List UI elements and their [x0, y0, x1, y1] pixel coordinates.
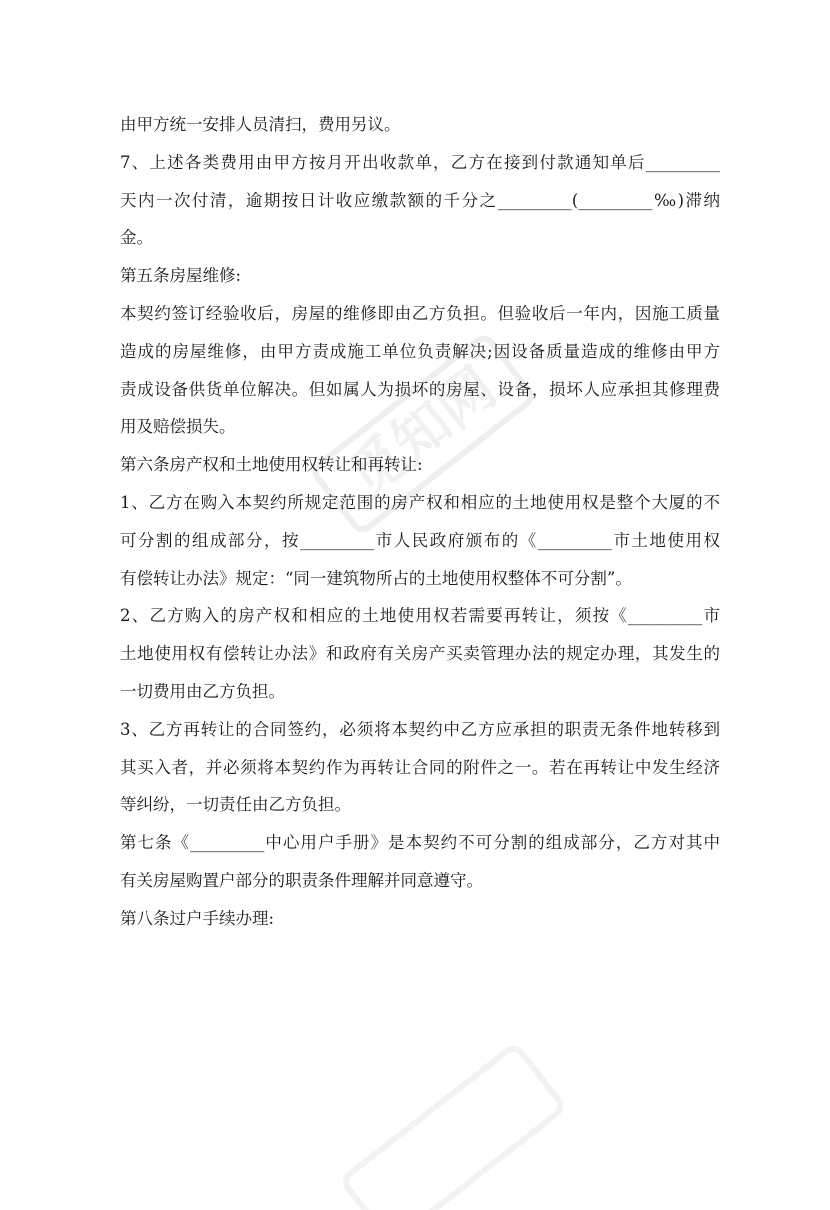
text-line: 天内一次付清，逾期按日计收应缴款额的千分之_________(_________‰)滞纳: [120, 190, 720, 210]
text-line: 责成设备供货单位解决。但如属人为损坏的房屋、设备，损坏人应承担其修理费: [120, 379, 720, 399]
text-line: 第八条过户手续办理:: [120, 908, 275, 928]
text-line: 7、上述各类费用由甲方按月开出收款单，乙方在接到付款通知单后_________: [120, 152, 720, 172]
watermark-text: 觅知网: [335, 355, 509, 511]
text-line: 一切费用由乙方负担。: [120, 681, 285, 701]
text-line: 造成的房屋维修，由甲方责成施工单位负责解决;因设备质量造成的维修由甲方: [120, 341, 720, 361]
text-line: 有关房屋购置户部分的职责条件理解并同意遵守。: [120, 870, 483, 890]
text-line: 土地使用权有偿转让办法》和政府有关房产买卖管理办法的规定办理，其发生的: [120, 644, 720, 664]
watermark-logo-bottom: [300, 1010, 600, 1210]
text-line: 2、乙方购入的房产权和相应的土地使用权若需要再转让，须按《_________市: [120, 606, 720, 626]
contract-text: [120, 106, 720, 938]
text-line: 3、乙方再转让的合同签约，必须将本契约中乙方应承担的职责无条件地转移到: [120, 719, 720, 739]
text-line: 等纠纷，一切责任由乙方负担。: [120, 795, 351, 815]
text-line: 第五条房屋维修:: [120, 266, 242, 286]
text-line: 第七条《_________中心用户手册》是本契约不可分割的组成部分，乙方对其中: [120, 833, 720, 853]
text-line: 用及赔偿损失。: [120, 417, 236, 437]
text-line: 有偿转让办法》规定：“同一建筑物所占的土地使用权整体不可分割”。: [120, 568, 632, 588]
text-line: 其买入者，并必须将本契约作为再转让合同的附件之一。若在再转让中发生经济: [120, 757, 720, 777]
text-line: 由甲方统一安排人员清扫，费用另议。: [120, 115, 401, 134]
text-line: 第六条房产权和土地使用权转让和再转让:: [120, 455, 423, 475]
text-line: 金。: [120, 228, 153, 248]
text-line: 本契约签订经验收后，房屋的维修即由乙方负担。但验收后一年内，因施工质量: [120, 303, 720, 323]
text-line: 可分割的组成部分，按_________市人民政府颁布的《_________市土地使用权: [120, 530, 720, 550]
text-line: 1、乙方在购入本契约所规定范围的房产权和相应的土地使用权是整个大厦的不: [120, 492, 720, 512]
